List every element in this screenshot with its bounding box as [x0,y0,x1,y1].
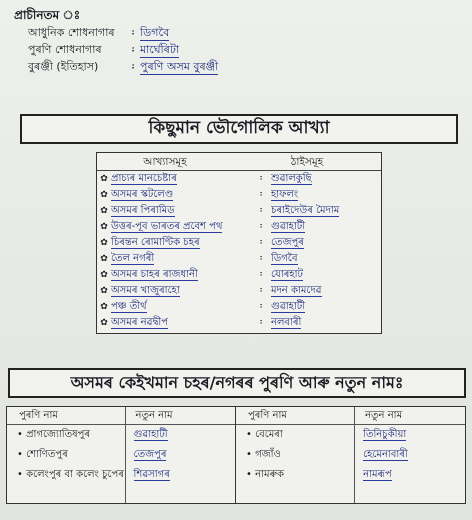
title-text: পঞ্চ তীৰ্থ [111,301,147,312]
old-new-names-heading: অসমৰ কেইখমান চহৰ/নগৰৰ পুৰণি আৰু নতুন নামঃ [8,368,466,398]
title-text: অসমৰ চাহৰ ৰাজধানী [111,269,198,280]
place-text: চৰাইদেউৰ মৈদাম [271,205,340,216]
place-name [271,251,381,267]
flower-bullet-icon: ✿ [100,254,108,264]
title-text: অসমৰ নৱদ্বীপ [111,317,169,328]
place-text: ডিগবৈ [271,253,298,264]
geographic-titles-table [96,152,382,334]
oldest-row-key: বুৰঞ্জী (ইতিহাস) [28,60,99,73]
colon-mark: ፡ [259,173,263,184]
old-name-cell: • কলেংপুৰ বা কলেং চুপেৰ [17,469,124,480]
title-name [111,267,251,283]
place-name [271,187,381,203]
colon-mark: ፡ [259,317,263,328]
title-name [111,283,251,299]
new-name-column [126,407,235,503]
flower-bullet-icon: ✿ [100,222,108,232]
place-text: নলবাৰী [271,317,302,328]
flower-bullet-icon: ✿ [100,270,108,280]
old-name-header: পুৰণি নাম [7,407,125,425]
title-name [111,235,251,251]
table-header [97,153,381,171]
title-row [97,187,381,203]
title-text: তৈল নগৰী [111,253,155,264]
title-text: চিৰন্তন ৰোমাণ্টিক চহৰ [111,237,200,248]
oldest-row-value: ডিগবৈ [140,26,170,39]
title-name [111,187,251,203]
oldest-row [14,24,314,41]
title-row [97,171,381,187]
title-row [97,251,381,267]
new-name-header: নতুন নাম [355,407,465,425]
geographic-titles-heading: কিছুমান ভৌগোলিক আখ্যা [20,114,458,144]
place-text: হাফলং [271,189,299,200]
title-name [111,219,251,235]
old-name-cell: • শোণিতপুৰ [17,449,68,460]
new-name-cell [126,425,235,445]
colon-mark: ፡ [259,253,263,264]
names-table-right [236,407,465,503]
flower-bullet-icon: ✿ [100,318,108,328]
title-text: অসমৰ পিৰামিড [111,205,175,216]
old-name-cell: • গজাঁও [246,449,281,460]
old-name-column [236,407,355,503]
place-name [271,267,381,283]
old-name-header: পুৰণি নাম [236,407,354,425]
colon-mark: ፡ [131,60,135,73]
title-name [111,315,251,331]
colon-mark: ፡ [259,285,263,296]
place-name [271,219,381,235]
new-name-text: নামৰূপ [363,469,392,480]
place-text: তেজপুৰ [271,237,304,248]
title-name [111,251,251,267]
flower-bullet-icon: ✿ [100,286,108,296]
oldest-row-key: আধুনিক শোধনাগাৰ [28,26,115,39]
title-text: অসমৰ খাজুৰাহো [111,285,180,296]
place-name [271,235,381,251]
new-name-cell [355,425,465,445]
colon-mark: ፡ [259,237,263,248]
title-name [111,203,251,219]
place-text: শুৱালকুছি [271,173,312,184]
place-name [271,299,381,315]
flower-bullet-icon: ✿ [100,302,108,312]
title-name [111,299,251,315]
place-text: যোৰহাট [271,269,303,280]
flower-bullet-icon: ✿ [100,174,108,184]
colon-mark: ፡ [259,269,263,280]
title-row [97,315,381,331]
colon-mark: ፡ [259,221,263,232]
place-name [271,283,381,299]
new-name-text: হেমেনাবাৰী [363,449,408,460]
oldest-row [14,58,314,75]
oldest-heading: প্ৰাচীনতম ঃ [14,8,81,22]
names-table-left [7,407,236,503]
flower-bullet-icon: ✿ [100,238,108,248]
oldest-section [14,6,314,75]
title-row [97,219,381,235]
oldest-row-value: মাৰ্ঘেৰিটা [140,43,180,56]
title-row [97,283,381,299]
old-new-names-table [6,406,466,504]
new-name-text: তেজপুৰ [133,449,167,460]
new-name-text: তিনিচুকীয়া [363,429,407,440]
place-text: গুৱাহাটী [271,221,306,232]
colon-mark: ፡ [259,189,263,200]
title-row [97,203,381,219]
title-name [111,171,251,187]
place-name [271,171,381,187]
colon-mark: ፡ [131,26,135,39]
new-name-column [355,407,465,503]
oldest-row-value: পুৰণি অসম বুৰঞ্জী [140,60,219,73]
header-places: ঠাইসমূহ [290,156,324,168]
title-text: উত্তৰ-পূব ভাৰতৰ প্ৰবেশ পথ [111,221,223,232]
new-name-text: গুৱাহাটী [133,429,168,440]
table-body [97,171,381,331]
oldest-row-key: পুৰণি শোধনাগাৰ [28,43,102,56]
old-name-column [7,407,126,503]
new-name-cell [355,445,465,465]
header-titles: আখ্যাসমূহ [143,156,187,168]
new-name-cell [355,465,465,485]
place-text: মদন কামদেৱ [271,285,322,296]
oldest-row [14,41,314,58]
place-name [271,203,381,219]
colon-mark: ፡ [259,205,263,216]
flower-bullet-icon: ✿ [100,206,108,216]
new-name-header: নতুন নাম [126,407,235,425]
new-name-text: শিৱসাগৰ [133,469,170,480]
old-name-cell: • বেমেৰা [246,429,283,440]
new-name-cell [126,465,235,485]
title-text: অসমৰ স্কটলেণ্ড [111,189,174,200]
title-row [97,235,381,251]
title-row [97,267,381,283]
old-name-cell: • প্ৰাগজ্যোতিষপুৰ [17,429,91,440]
title-text: প্ৰাচ্যৰ মানচেষ্টাৰ [111,173,177,184]
place-text: গুৱাহাটী [271,301,306,312]
place-name [271,315,381,331]
new-name-cell [126,445,235,465]
colon-mark: ፡ [131,43,135,56]
flower-bullet-icon: ✿ [100,190,108,200]
colon-mark: ፡ [259,301,263,312]
title-row [97,299,381,315]
old-name-cell: • নামৰুক [246,469,285,480]
